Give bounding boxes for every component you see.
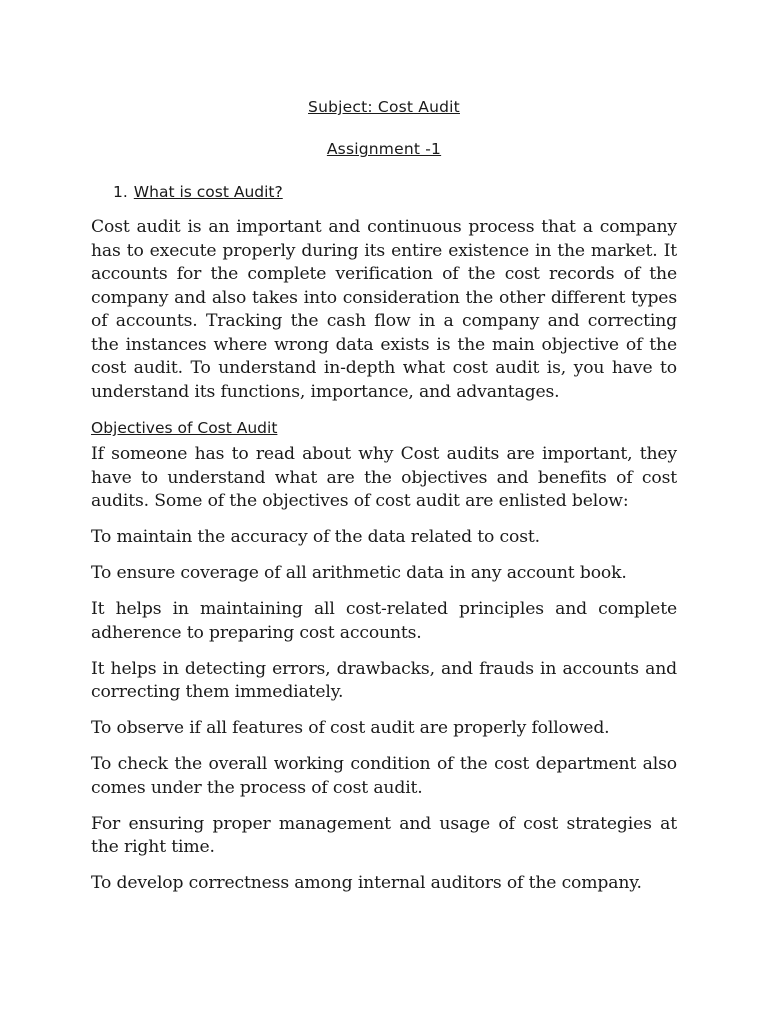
objective-item: To check the overall working condition of the cost department also comes under the process of cost audit.	[91, 754, 677, 798]
objective-item: To develop correctness among internal auditors of the company.	[91, 873, 642, 893]
objective-item: To ensure coverage of all arithmetic data in any account book.	[91, 563, 627, 583]
question-heading	[113, 181, 677, 203]
document-page	[91, 96, 677, 896]
objective-item: For ensuring proper management and usage of cost strategies at the right time.	[91, 813, 677, 857]
objective-item: To observe if all features of cost audit are properly followed.	[91, 718, 610, 738]
objective-item: To maintain the accuracy of the data related to cost.	[91, 527, 540, 547]
objective-item: It helps in maintaining all cost-related principles and complete adherence to preparing cost accounts.	[91, 599, 677, 643]
intro-paragraph: Cost audit is an important and continuous process that a company has to execute properly during its entire existence in the market. It accounts for the complete verification of the cost records of the company and also takes into consideration the other different types of accounts. Tracking the cash flow in a company and correcting the instances where wrong data exists is the main objective of the cost audit. To understand in-depth what cost audit is, you have to understand its functions, importance, and advantages.	[91, 217, 677, 402]
objectives-intro-paragraph: If someone has to read about why Cost audits are important, they have to understand what are the objectives and benefits of cost audits. Some of the objectives of cost audit are enlisted below:	[91, 444, 677, 511]
question-text: What is cost Audit?	[133, 183, 283, 201]
question-number: 1.	[113, 183, 128, 201]
objectives-list	[91, 526, 677, 896]
objective-item: It helps in detecting errors, drawbacks, and frauds in accounts and correcting them immediately.	[91, 658, 677, 702]
objectives-heading: Objectives of Cost Audit	[91, 419, 278, 437]
subject-title: Subject: Cost Audit	[308, 98, 460, 116]
assignment-title: Assignment -1	[326, 140, 442, 158]
